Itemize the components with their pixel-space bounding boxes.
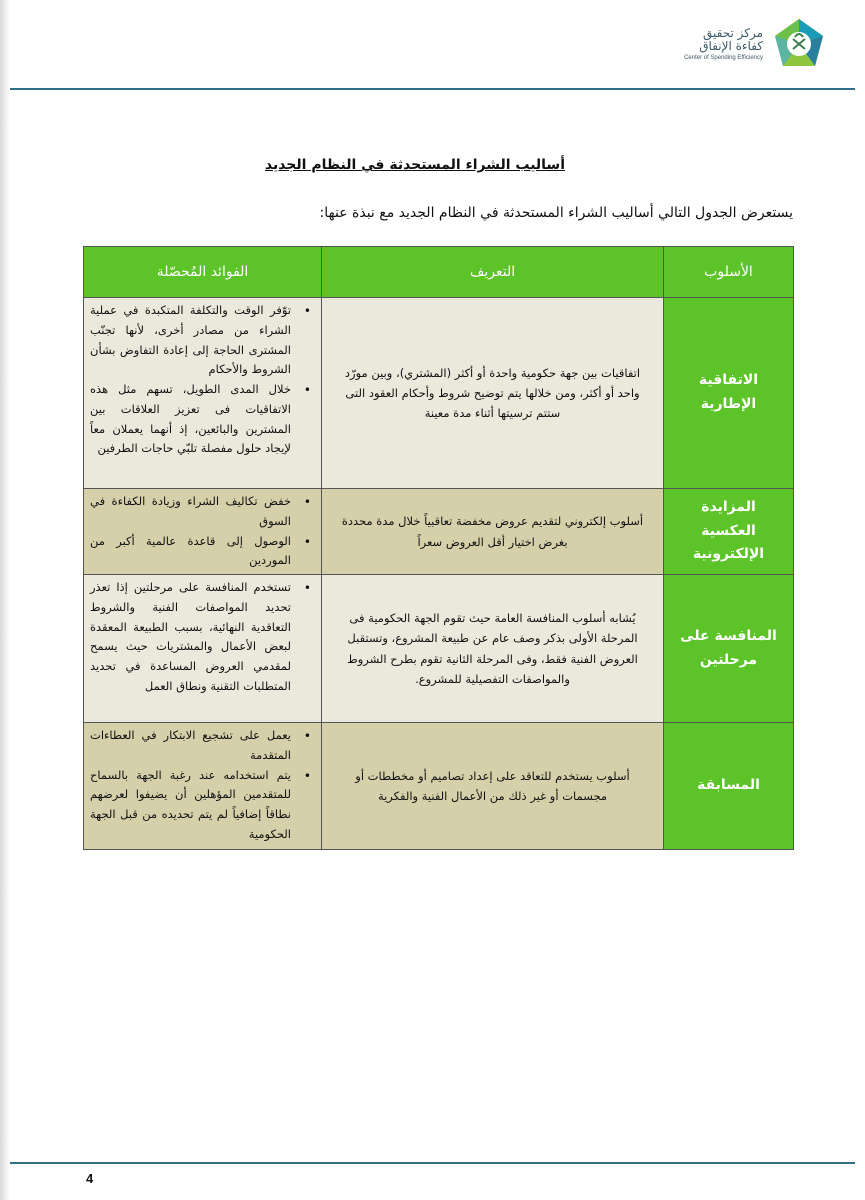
logo-emblem-icon (771, 16, 827, 72)
definition-cell: اتفاقيات بين جهة حكومية واحدة أو أكثر (المشتري)، وبين مورّد واحد أو أكثر، ومن خلالها يتم توضيح شروط وأحكام العقود التى ستتم ترسيتها أثناء مدة معينة (322, 298, 664, 489)
header-benefits: الفوائد المُحصّلة (84, 247, 322, 298)
method-cell: المسابقة (664, 723, 794, 850)
benefits-cell (84, 489, 322, 575)
benefits-cell (84, 298, 322, 489)
benefit-item: • خلال المدى الطويل، تسهم مثل هذه الاتفاقيات فى تعزيز العلاقات بين المشترين والبائعين، إذ أنهما يعملان معاً لإيجاد حلول مفصلة تلبّي حاجات الطرفين (90, 380, 291, 459)
benefit-item: • يتم استخدامه عند رغبة الجهة بالسماح للمتقدمين المؤهلين أن يضيفوا لعرضهم نطاقاً إضافياً لم يتم تحديده من قبل الجهة الحكومية (90, 766, 291, 845)
logo-line-3: Center of Spending Efficiency (684, 54, 763, 61)
header-divider (10, 88, 855, 90)
method-cell: المنافسة على مرحلتين (664, 575, 794, 723)
procurement-methods-table (83, 246, 794, 850)
benefit-item: • خفض تكاليف الشراء وزيادة الكفاءة في السوق (90, 492, 291, 532)
footer-divider (10, 1162, 855, 1164)
method-cell: الاتفاقية الإطارية (664, 298, 794, 489)
table-row (84, 723, 794, 850)
benefits-list (90, 492, 311, 571)
benefits-cell (84, 723, 322, 850)
benefits-list (90, 578, 311, 697)
header-logo (647, 14, 827, 74)
benefit-item: • يعمل على تشجيع الابتكار في العطاءات المتقدمة (90, 726, 291, 766)
definition-cell: أسلوب يستخدم للتعاقد على إعداد تصاميم أو مخططات أو مجسمات أو غير ذلك من الأعمال الفنية والفكرية (322, 723, 664, 850)
table-row (84, 575, 794, 723)
definition-cell: يُشابه أسلوب المنافسة العامة حيث تقوم الجهة الحكومية فى المرحلة الأولى بذكر وصف عام عن طبيعة المشروع، وتستقبل العروض الفنية فقط، وفى المرحلة الثانية تقوم بطرح الشروط والمواصفات التفصيلية للمشروع. (322, 575, 664, 723)
header-method: الأسلوب (664, 247, 794, 298)
header-definition: التعريف (322, 247, 664, 298)
intro-paragraph: يستعرض الجدول التالي أساليب الشراء المستحدثة في النظام الجديد مع نبذة عنها: (319, 205, 793, 221)
benefit-item: • تستخدم المنافسة على مرحلتين إذا تعذر تحديد المواصفات الفنية والشروط التعاقدية النهائية، بسبب الطبيعة المعقدة لبعض الأعمال والمشتريات حيث يسمح لمقدمي العروض المساعدة في تحديد المتطلبات التقنية ونطاق العمل (90, 578, 291, 697)
benefit-item: • توّفر الوقت والتكلفة المتكبدة في عملية الشراء من مصادر أخرى، لأنها تجنّب المشترى الحاجة إلى إعادة التفاوض بشأن الشروط والأحكام (90, 301, 291, 380)
definition-cell: أسلوب إلكتروني لتقديم عروض مخفضة تعاقبياً خلال مدة محددة بغرض اختيار أقل العروض سعراً (322, 489, 664, 575)
benefits-list (90, 726, 311, 845)
table-row (84, 489, 794, 575)
table-header-row (84, 247, 794, 298)
benefits-cell (84, 575, 322, 723)
page-edge-shadow (0, 0, 10, 1200)
table-row (84, 298, 794, 489)
page-number: 4 (86, 1171, 94, 1186)
logo-line-1: مركز تحقيق (703, 25, 763, 40)
benefits-list (90, 301, 311, 459)
method-cell: المزايدة العكسية الإلكترونية (664, 489, 794, 575)
logo-text (684, 27, 763, 62)
document-title: أساليب الشراء المستحدثة في النظام الجديد (264, 157, 565, 173)
benefit-item: • الوصول إلى قاعدة عالمية أكبر من الموردين (90, 532, 291, 572)
logo-line-2: كفاءة الإنفاق (699, 38, 763, 53)
